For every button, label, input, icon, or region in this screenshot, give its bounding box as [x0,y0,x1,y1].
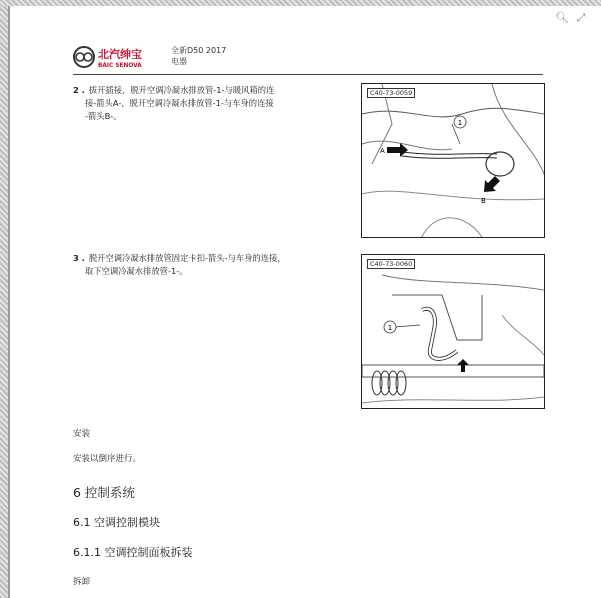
step-number: 3 . [73,253,85,263]
step-3 [73,252,286,278]
figure-step-2 [361,83,545,238]
figure-drawing [362,84,544,237]
removal-heading: 拆卸 [73,577,91,587]
step-line: -箭头B-。 [85,111,122,121]
section-heading-6-1: 6.1 空调控制模块 [73,516,160,529]
callout-b: B [481,197,486,205]
step-number: 2 . [73,85,85,95]
expand-icon[interactable]: ⤢ [576,11,586,24]
section-heading-6-1-1: 6.1.1 空调控制面板拆装 [73,546,193,559]
callout-1: 1 [457,119,463,127]
figure-step-3 [361,254,545,409]
header-text [171,45,226,67]
viewer-left-border [0,6,8,598]
callout-1: 1 [387,324,393,332]
category-name: 电器 [171,57,187,66]
callout-a: A [380,147,385,155]
step-line: 接-箭头A-，脱开空调冷凝水排放管-1-与车身的连接 [85,98,274,108]
zoom-icon[interactable]: 🔍︎ [555,11,569,24]
figure-code: C40-73-0059 [367,88,415,98]
figure-drawing [362,255,544,408]
brand-en: BAIC SENOVA [98,63,142,69]
step-2 [73,84,274,123]
section-heading-6: 6 控制系统 [73,485,135,500]
step-line: 取下空调冷凝水排放管-1-。 [85,266,188,276]
page-header [73,42,543,75]
install-text: 安装以倒序进行。 [73,454,142,464]
model-name: 全新D50 2017 [171,46,227,55]
step-line: 脱开空调冷凝水排放管固定卡扣-箭头-与车身的连接， [88,253,286,263]
viewer-top-border [0,0,601,6]
brand-cn: 北汽绅宝 [98,48,142,61]
brand-logo [73,44,173,70]
viewer-toolbar [555,12,587,23]
figure-code: C40-73-0060 [367,259,415,269]
install-heading: 安装 [73,429,91,439]
page-edge [8,6,10,598]
step-line: 拔开插接，脱开空调冷凝水排放管-1-与暖风箱的连 [88,85,275,95]
